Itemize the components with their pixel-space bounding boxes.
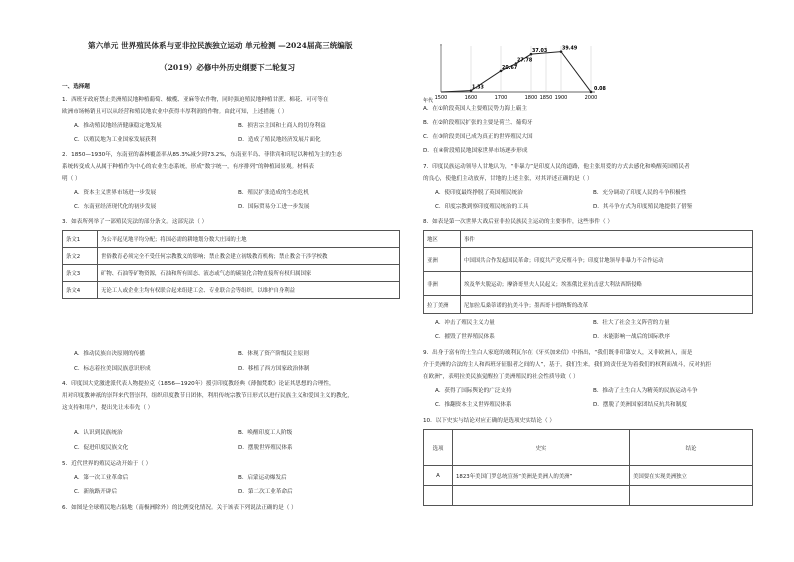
q1-option-d[interactable]: D．造成了殖民地经济发展片面化	[238, 137, 321, 143]
q6-option-b[interactable]: B．在②阶段殖民扩张的主要是荷兰、葡萄牙	[423, 120, 533, 126]
table-cell: 条文4	[63, 282, 98, 299]
chart-x-tick-label: 1600	[464, 95, 478, 101]
table-row	[424, 466, 753, 486]
q1-stem-line2: 欧洲市场畅销且可以从经营和殖民地农业中获得丰厚利润的作物。由此可知，上述措施（ ）	[62, 109, 288, 115]
q5-option-d[interactable]: D．第二次工业革命后	[238, 489, 293, 495]
q2-stem-line1: 2．1850—1930年，东南亚的森林覆盖率从85.3%减少到73.2%，东南亚半岛、菲律宾和印尼以种植为主的生态	[62, 152, 343, 158]
q9-option-c[interactable]: C．推翻资本主义世界殖民体系	[435, 402, 512, 408]
chart-data-point	[590, 91, 593, 94]
q6-option-c[interactable]: C．在③阶段美国已成为真正的世界殖民大国	[423, 134, 533, 140]
q9-stem-line3: 在欧洲”，表明拉美民族觉醒拉丁美洲殖民的社会性质导致（ ）	[423, 374, 579, 380]
table-cell: 美国要在实现美洲独立	[630, 466, 753, 486]
q3-stem: 3．如表所列举了一部殖民宪法的部分条文。这部宪法（ ）	[62, 219, 208, 225]
q2-option-a[interactable]: A．资本主义世界市场进一步发展	[74, 190, 157, 196]
table-header: 史实	[453, 430, 630, 466]
q1-stem-line1: 1．西班牙政府禁止美洲殖民地种植葡萄、橄榄、亚麻等农作物，同时强迫殖民地种植甘蔗、棉花、可可等在	[62, 97, 329, 103]
chart-data-label: 37.03	[532, 49, 548, 55]
page-title: 第六单元 世界殖民体系与亚非拉民族独立运动 单元检测 —2024届高三统编版	[88, 41, 353, 50]
chart-data-label: 20.67	[502, 65, 518, 71]
chart-data-label: 27.78	[517, 58, 533, 64]
q1-option-c[interactable]: C．以殖民地为工业国家发展获利	[74, 137, 157, 143]
q8-option-c[interactable]: C．摧毁了世界殖民体系	[435, 334, 495, 340]
q5-option-b[interactable]: B．启蒙运动爆发后	[238, 475, 287, 481]
q6-stem: 6．如图是全球殖民地占陆地（南极洲除外）的比例变化情况。关于该表下列说法正确的是（ ）	[62, 505, 297, 511]
table-header: 地区	[424, 231, 461, 248]
table-cell: 为公平起见地平均分配；将国必需的耕地划分数大庄园的土地	[98, 231, 400, 248]
section-heading: 一、选择题	[62, 84, 90, 90]
table-row	[424, 272, 753, 296]
q9-stem-line2: 介于美洲的合法的主人和西班牙征服者之间的人”，基于，我们生来，我们的责任是为着我们的权利而战斗，反对抗拒	[423, 362, 712, 368]
q4-stem-line3: 这支持和用户，提出先让未奉先（ ）	[62, 405, 154, 411]
q5-option-a[interactable]: A．第一次工业革命后	[74, 475, 129, 481]
q7-option-b[interactable]: B．充分调动了印度人民的斗争积极性	[593, 190, 687, 196]
chart-x-axis-label: 年代	[423, 98, 434, 104]
q4-option-b[interactable]: B．唤醒印度工人阶级	[238, 430, 293, 436]
table-header: 选项	[424, 430, 453, 466]
q6-option-d[interactable]: D．在④阶段殖民地国家世界市场逐步形成	[423, 148, 528, 154]
q9-option-d[interactable]: D．摆脱了美洲国家团结反抗共和制度	[593, 402, 687, 408]
q9-stem-line1: 9．出身于富有的土生白人家庭的玻利瓦尔在《牙买加来信》中指出，“我们既非印第安人，又非欧洲人，而是	[423, 350, 693, 356]
table-row	[63, 282, 400, 299]
chart-marks	[441, 46, 606, 94]
q4-stem-line2: 用对印度教神祇的崇拜来代替崇拜，组织印度教节日团体，利用传统宗教节日形式以进行民族主义和爱国主义的教化，	[62, 393, 353, 399]
table-row	[424, 248, 753, 272]
q8-option-b[interactable]: B．壮大了社会主义阵营的力量	[593, 320, 670, 326]
colony-ratio-chart	[423, 42, 606, 104]
q7-stem-line2: 的良心，使他们主动放弃，甘地的上述主张，对其评述正确的是（ ）	[423, 176, 593, 182]
q3-option-b[interactable]: B．体现了资产阶级民主原则	[238, 351, 309, 357]
table-cell: 条文2	[63, 248, 98, 265]
table-header-row	[424, 231, 753, 248]
page-subtitle: （2019）必修中外历史纲要下二轮复习	[160, 63, 296, 72]
chart-x-tick-label: 1850	[539, 95, 553, 101]
q1-option-a[interactable]: A．推动殖民地经济健康稳定地发展	[74, 123, 162, 129]
chart-x-tick-label: 1800	[524, 95, 538, 101]
chart-series-line	[441, 52, 591, 92]
q2-stem-line2: 系统转变成人从属于种植作为中心的农业生态系统，形成“数字统一，有序排列”的种植园景观。材料表	[62, 164, 314, 170]
table-header: 事件	[461, 231, 753, 248]
table-cell: 非洲	[424, 272, 461, 296]
q5-option-c[interactable]: C．新航路开辟后	[74, 489, 118, 495]
q10-table	[423, 429, 753, 506]
table-cell: 中国国共合作发起国民革命；印度共产党反殖斗争；印度甘地领导非暴力不合作运动	[461, 248, 753, 272]
table-cell: 尼加拉瓜桑蒂诺的抗美斗争；墨西哥卡德纳斯的改革	[461, 296, 753, 314]
q3-table	[62, 230, 400, 299]
table-cell: 拉丁美洲	[424, 296, 461, 314]
q2-option-d[interactable]: D．国际贸易分工进一步发展	[238, 204, 310, 210]
table-header: 结论	[630, 430, 753, 466]
q6-option-a[interactable]: A．在①阶段英国人主要殖民势力海上霸主	[423, 106, 527, 112]
q3-option-c[interactable]: C．标志着拉美国民族意识形成	[74, 366, 151, 372]
chart-data-label: 1.33	[472, 85, 484, 91]
chart-x-tick-label: 1500	[434, 95, 448, 101]
table-cell: 埃及华夫脱运动；摩洛哥里夫人民起义；埃塞俄比亚抗击意大利法西斯侵略	[461, 272, 753, 296]
table-cell: 无论工人或企业主均有权联合起来组建工会、专业联合会等组织，以维护自身利益	[98, 282, 400, 299]
q4-option-d[interactable]: D．摆脱世界殖民体系	[238, 445, 293, 451]
table-row	[424, 296, 753, 314]
table-row	[63, 231, 400, 248]
table-cell: 矿物、石油等矿物资源，石油和所有固态、液态或气态的碳氢化合物直接所有权归属国家	[98, 265, 400, 282]
q5-stem: 5．近代世界的殖民运动开始于（ ）	[62, 461, 152, 467]
table-header-row	[424, 430, 753, 466]
chart-x-tick-label: 1900	[554, 95, 568, 101]
chart-x-tick-label: 1700	[494, 95, 508, 101]
table-cell: 世俗教育必须完全不受任何宗教教义的影响；禁止教会建立初级教育机构；禁止教会干涉学校教	[98, 248, 400, 265]
q8-table	[423, 230, 753, 314]
q4-option-c[interactable]: C．促进印度民族文化	[74, 445, 129, 451]
chart-x-tick-label: 2000	[584, 95, 598, 101]
chart-data-label: 0.08	[594, 86, 606, 92]
q4-stem-line1: 4．印度国大党激进派代表人物提拉克（1856—1920年）援引印度教经典《薄伽梵歌》论证其思想的合理性，	[62, 381, 335, 387]
q9-option-a[interactable]: A．获得了国际舆论的广泛支持	[435, 388, 512, 394]
table-cell: 条文3	[63, 265, 98, 282]
q2-option-c[interactable]: C．东南亚经济现代化的初步发展	[74, 204, 157, 210]
q3-option-d[interactable]: D．移植了西方国家政治体制	[238, 366, 310, 372]
q7-stem-line1: 7．印度民族运动领导人甘地认为，“非暴力”是印度人民的道路，他主张用爱的方式去感化和唤醒英国殖民者	[423, 164, 690, 170]
q3-option-a[interactable]: A．推动民族自决原则的传播	[74, 351, 145, 357]
q8-option-d[interactable]: D．未能影响一战后的国际秩序	[593, 334, 671, 340]
q7-option-d[interactable]: D．其斗争方式为印度殖民地提供了借鉴	[593, 204, 693, 210]
q8-option-a[interactable]: A．冲击了殖民主义力量	[435, 320, 495, 326]
table-cell: 条文1	[63, 231, 98, 248]
chart-x-ticks	[435, 95, 598, 101]
q2-option-b[interactable]: B．殖民扩张造成的生态危机	[238, 190, 309, 196]
q4-option-a[interactable]: A．认识到民族统治	[74, 430, 123, 436]
table-cell: 亚洲	[424, 248, 461, 272]
q9-option-b[interactable]: B．推动了土生白人为精英的民族运动斗争	[593, 388, 698, 394]
table-row	[424, 486, 753, 506]
q1-option-b[interactable]: B．损害宗主国和土商人的切身利益	[238, 123, 326, 129]
table-cell: 1823年美国门罗总统宣扬“美洲是美洲人的美洲”	[453, 466, 630, 486]
table-cell: A	[424, 466, 453, 486]
q2-stem-line3: 明（ ）	[62, 176, 81, 182]
table-row	[63, 248, 400, 265]
q10-stem: 10．以下史实与结论对应正确的是选项史实结论（ ）	[423, 418, 555, 424]
q8-stem: 8．如表是第一次世界大战后亚非拉民族民主运动的主要事件，这些事件（ ）	[423, 219, 613, 225]
table-row	[63, 265, 400, 282]
q7-option-c[interactable]: C．印度宗教到察印度殖民统治的工具	[435, 204, 529, 210]
q7-option-a[interactable]: A．使印度最终挣脱了英国殖民统治	[435, 190, 523, 196]
chart-data-label: 39.49	[562, 46, 578, 52]
